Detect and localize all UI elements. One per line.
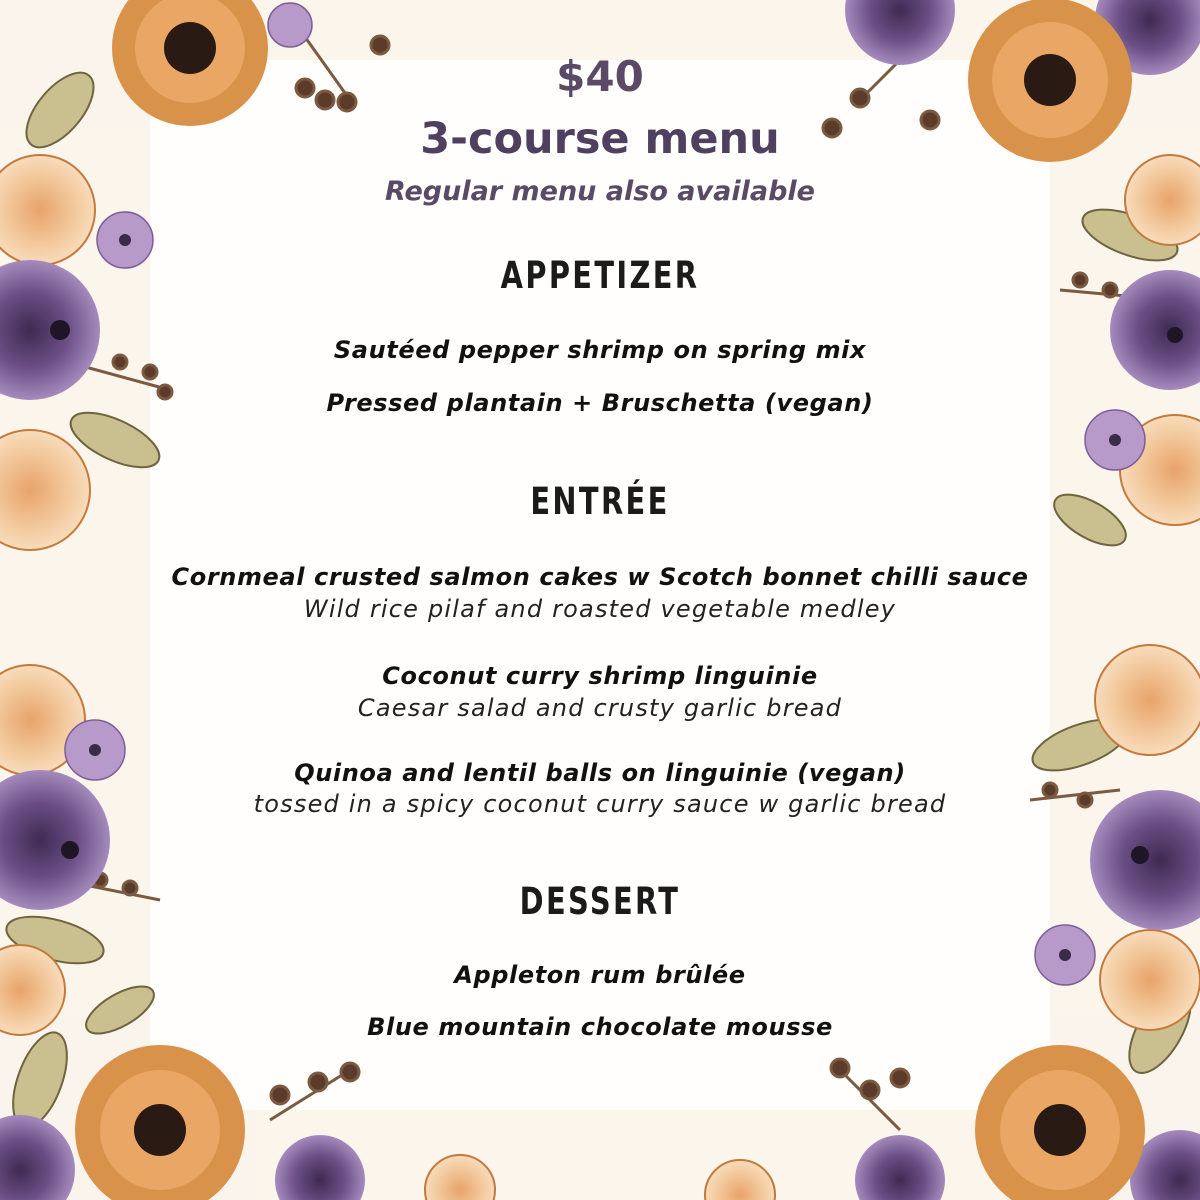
section-heading-dessert: DESSERT: [519, 880, 681, 923]
dish-side: tossed in a spicy coconut curry sauce w garlic bread: [253, 790, 947, 818]
dish-name: Quinoa and lentil balls on linguinie (vegan): [294, 759, 906, 787]
price: $40: [556, 52, 644, 101]
menu-subtitle: Regular menu also available: [385, 176, 815, 207]
dish-name: Sautéed pepper shrimp on spring mix: [333, 336, 867, 364]
menu-title: 3-course menu: [420, 114, 780, 164]
dish-name: Cornmeal crusted salmon cakes w Scotch bonnet chilli sauce: [171, 563, 1029, 591]
dish-name: Coconut curry shrimp linguinie: [382, 662, 818, 690]
dish-name: Blue mountain chocolate mousse: [367, 1013, 833, 1041]
dish-side: Caesar salad and crusty garlic bread: [357, 694, 843, 722]
section-heading-entree: ENTRÉE: [530, 480, 670, 523]
dish-name: Appleton rum brûlée: [454, 961, 746, 989]
section-heading-appetizer: APPETIZER: [500, 254, 700, 297]
dish-side: Wild rice pilaf and roasted vegetable medley: [303, 595, 897, 623]
dish-name: Pressed plantain + Bruschetta (vegan): [326, 389, 874, 417]
